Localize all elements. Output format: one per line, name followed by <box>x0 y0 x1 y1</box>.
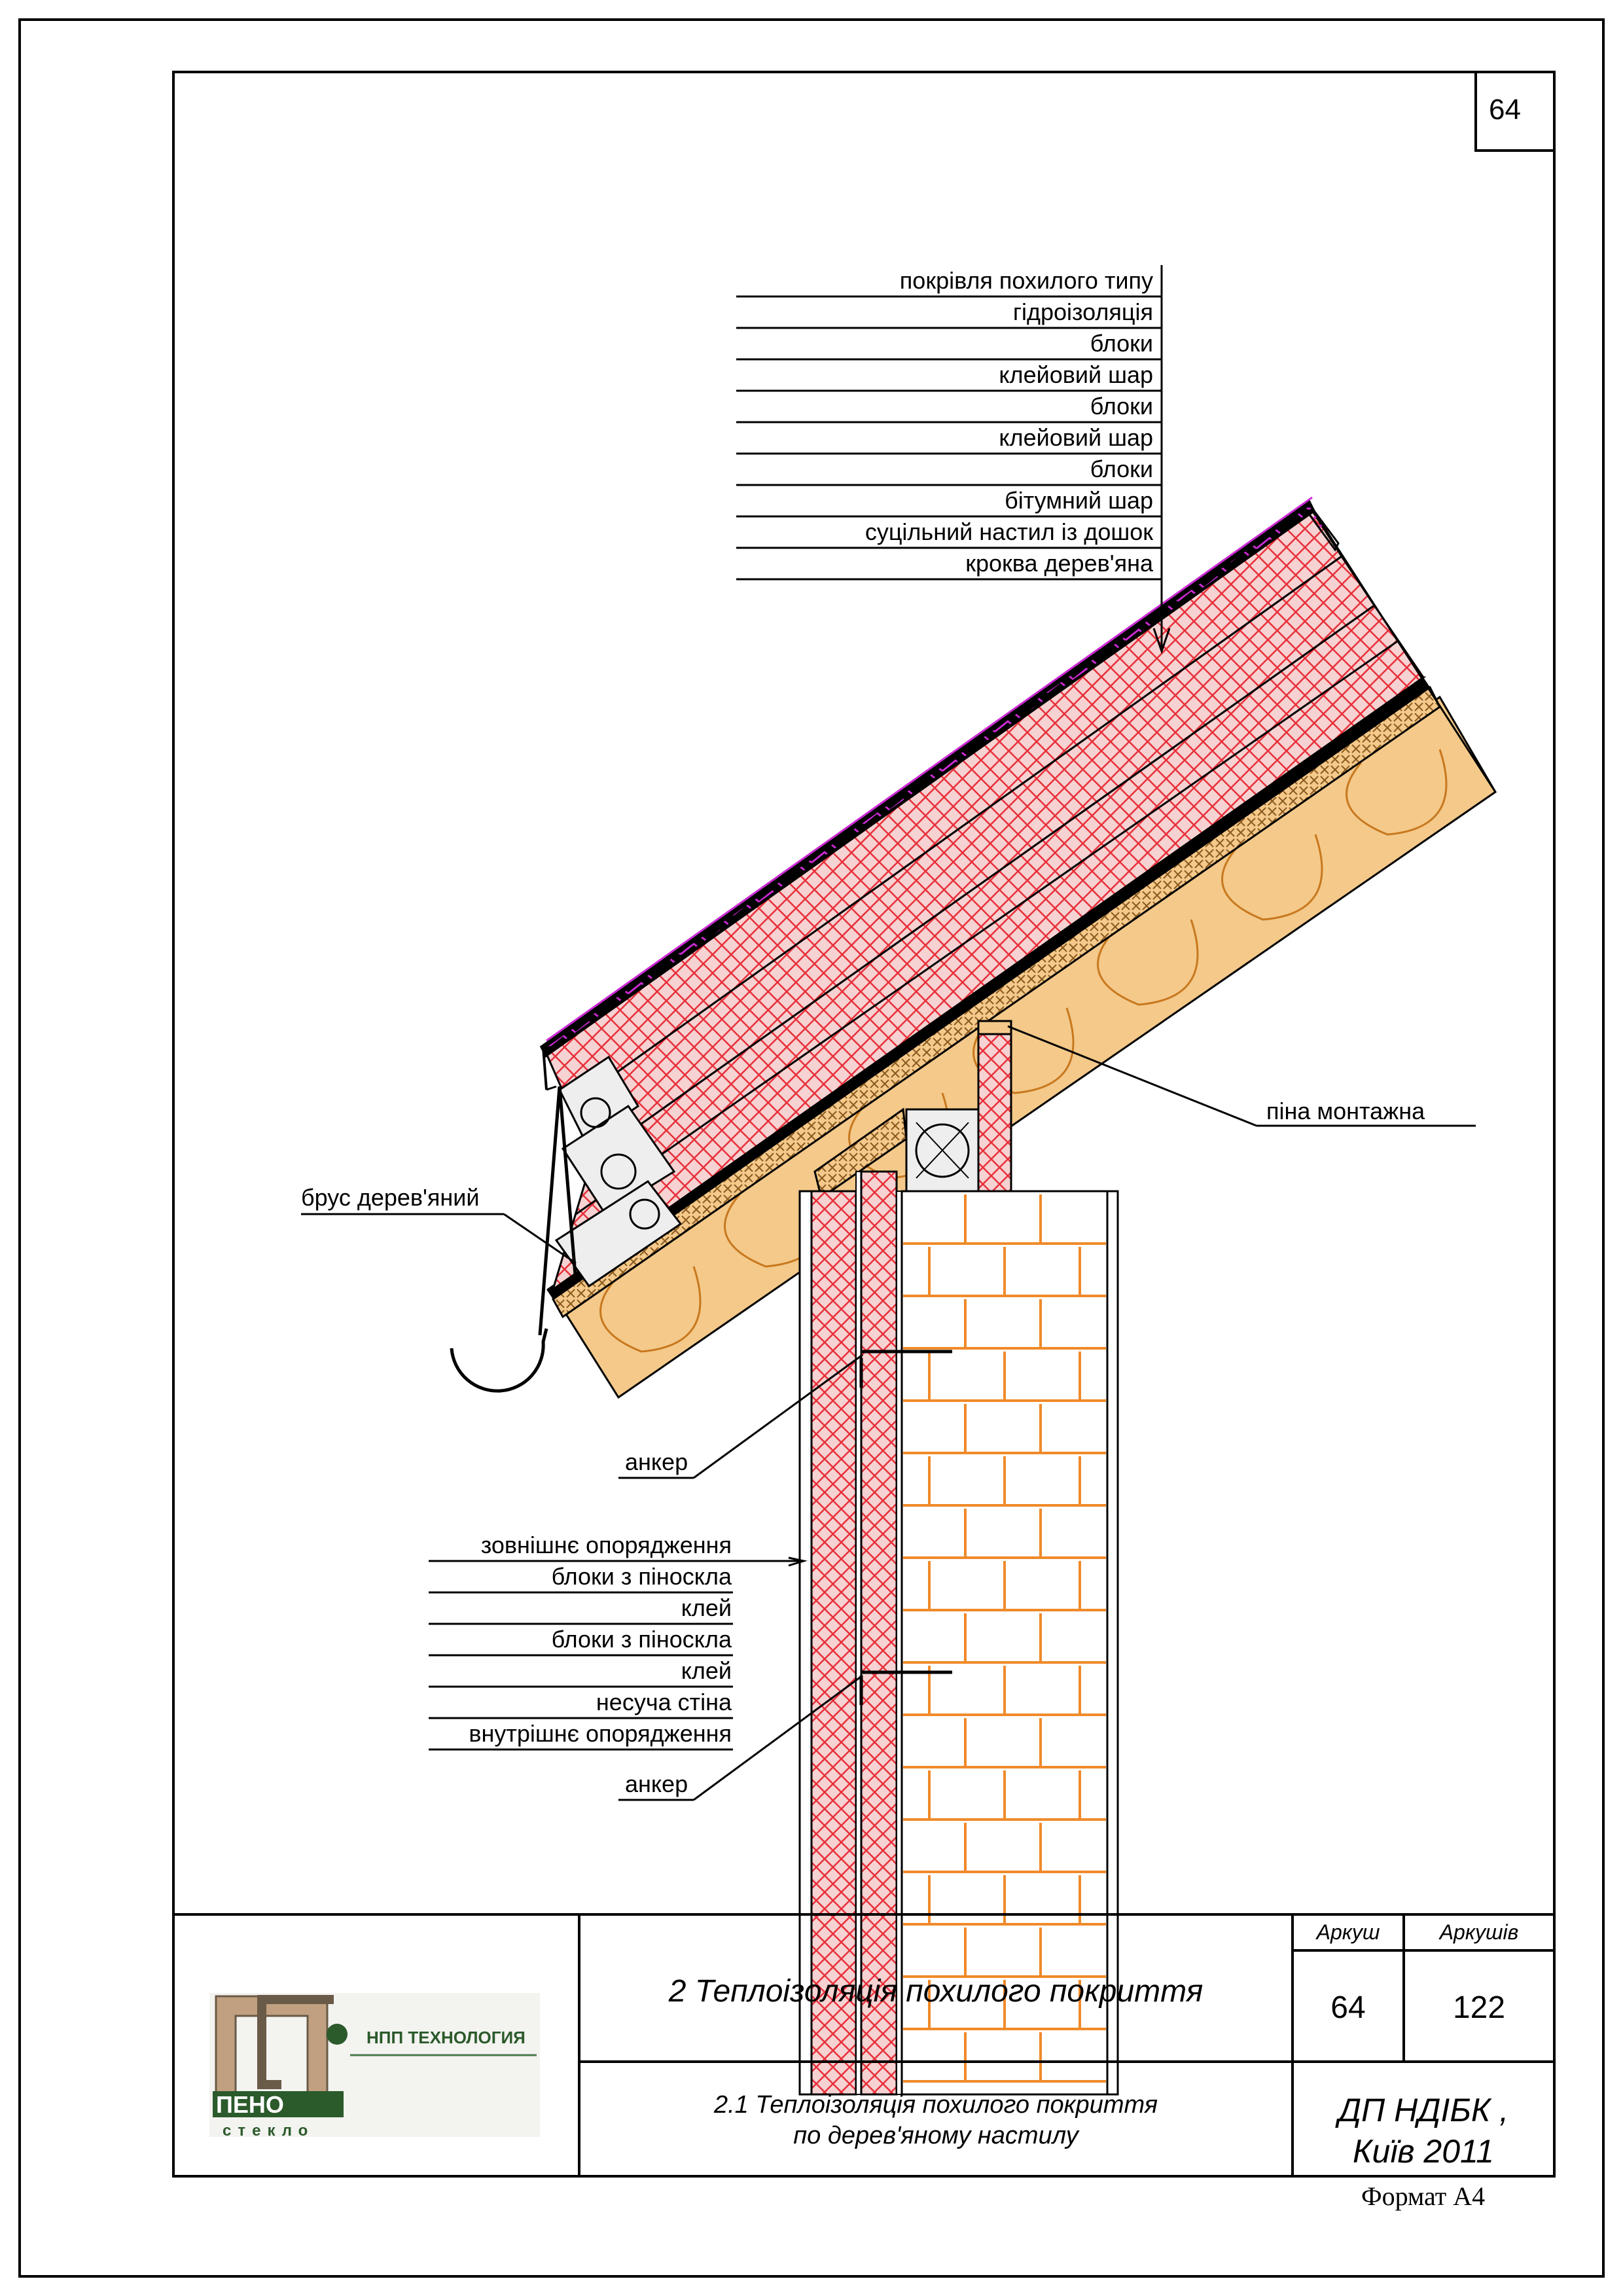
bearing-wall <box>902 1191 1107 2094</box>
sheet-label: Аркуш <box>1316 1920 1380 1944</box>
wall-layer-label: клей <box>681 1594 732 1621</box>
sheet-value: 64 <box>1330 1990 1366 2025</box>
logo-text-top: НПП ТЕХНОЛОГИЯ <box>366 2028 526 2047</box>
foamglass-outer <box>812 1191 856 2094</box>
roof-layer-label: клейовий шар <box>999 361 1153 388</box>
exterior-finish <box>800 1191 812 2094</box>
wall-layer-label: клей <box>681 1657 732 1684</box>
wall-layer-label: блоки з піноскла <box>551 1563 732 1590</box>
logo-text-sub: стекло <box>223 2122 315 2140</box>
sheet-subtitle-line2: по дерев'яному настилу <box>793 2122 1079 2149</box>
sheets-value: 122 <box>1452 1990 1506 2025</box>
roof-layer-label: блоки <box>1090 456 1153 482</box>
roof-layer-label: суцільний настил із дошок <box>865 518 1153 545</box>
wall-layer-label: несуча стіна <box>596 1689 732 1715</box>
format-label: Формат А4 <box>1361 2181 1486 2211</box>
foam-label: піна монтажна <box>1266 1098 1425 1124</box>
beam-label: брус дерев'яний <box>301 1184 480 1211</box>
roof-layer-label: покрівля похилого типу <box>899 267 1153 294</box>
rafter-post <box>978 1034 1011 1191</box>
anchor-label-bottom: анкер <box>625 1770 688 1797</box>
roof-layer-label: кроква дерев'яна <box>965 550 1153 577</box>
org-line1: ДП НДІБК , <box>1338 2092 1509 2128</box>
foam-at-rafter <box>978 1021 1011 1034</box>
anchor-label-top: анкер <box>625 1448 688 1475</box>
roof-layer-label: гідроізоляція <box>1012 298 1153 325</box>
sheets-label: Аркушів <box>1439 1920 1519 1944</box>
wall-assembly <box>800 1172 1118 2094</box>
roof-layer-label: блоки <box>1090 330 1153 357</box>
foamglass-inner <box>861 1172 897 2094</box>
roof-layer-label: блоки <box>1090 393 1153 420</box>
wall-layer-label: внутрішнє опорядження <box>469 1720 732 1747</box>
sheet-subtitle-line1: 2.1 Теплоізоляція похилого покриття <box>713 2091 1158 2119</box>
wall-layer-label: зовнішнє опорядження <box>480 1532 732 1558</box>
roof-layer-label: бітумний шар <box>1005 487 1153 514</box>
page-number: 64 <box>1489 94 1521 126</box>
logo-text-bottom: ПЕНО <box>216 2091 284 2118</box>
org-line2: Київ 2011 <box>1353 2133 1494 2170</box>
wall-layer-label: блоки з піноскла <box>551 1626 732 1653</box>
sheet-title: 2 Теплоізоляція похилого покриття <box>668 1974 1204 2009</box>
interior-finish <box>1107 1191 1118 2094</box>
roof-layer-label: клейовий шар <box>999 424 1153 451</box>
